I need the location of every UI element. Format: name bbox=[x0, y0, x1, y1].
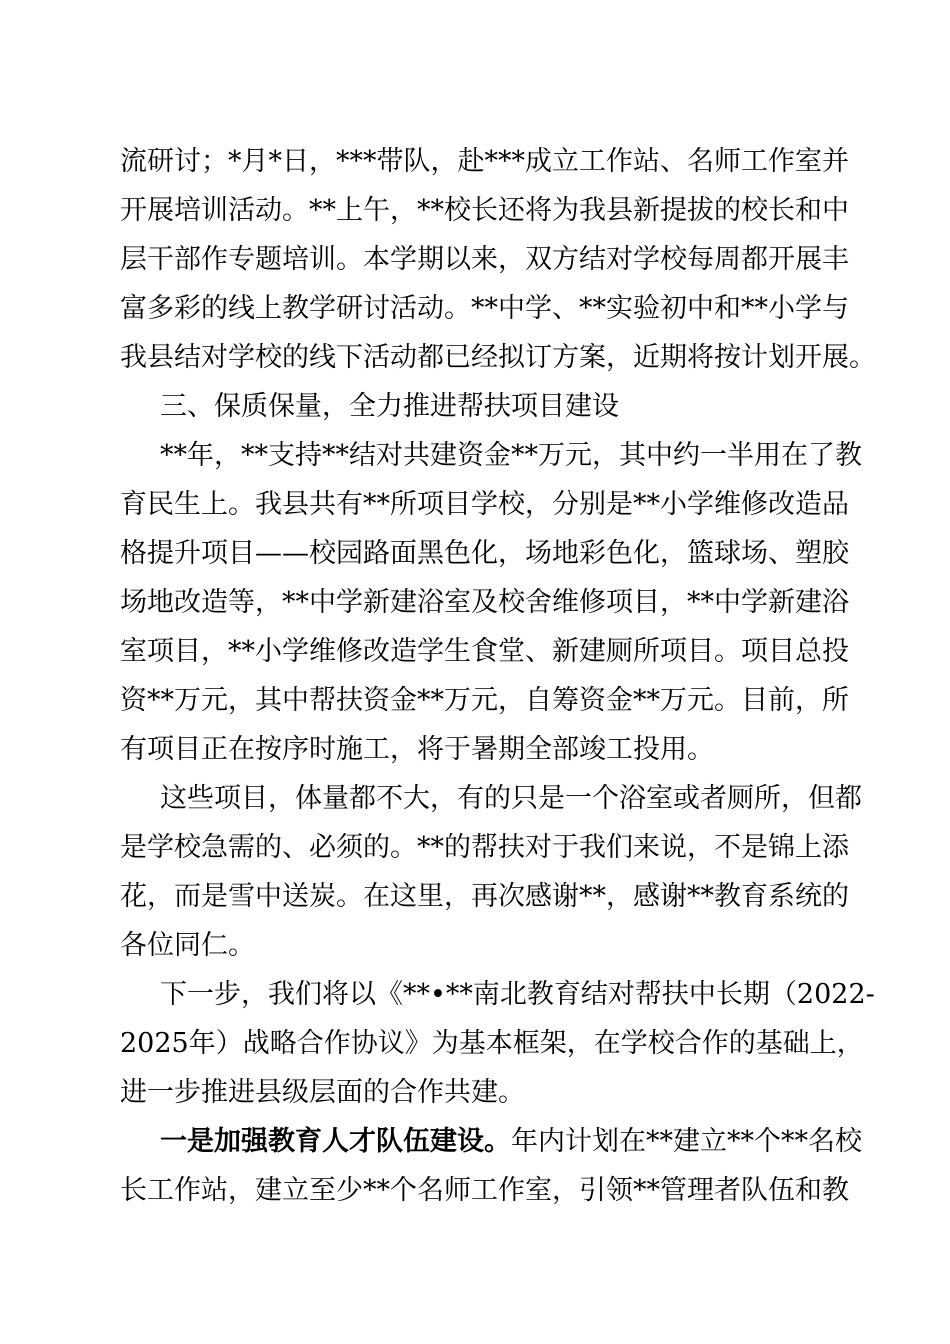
body-text-line: 室项目，**小学维修改造学生食堂、新建厕所项目。项目总投 bbox=[120, 636, 849, 667]
body-text-line: 花，而是雪中送炭。在这里，再次感谢**，感谢**教育系统的 bbox=[120, 881, 849, 912]
body-text-line: 下一步，我们将以《**•**南北教育结对帮扶中长期（2022- bbox=[160, 979, 875, 1010]
body-text-line: 富多彩的线上教学研讨活动。**中学、**实验初中和**小学与 bbox=[120, 293, 849, 324]
body-text-line: 层干部作专题培训。本学期以来，双方结对学校每周都开展丰 bbox=[120, 244, 849, 275]
body-text-line: 有项目正在按序时施工，将于暑期全部竣工投用。 bbox=[120, 734, 714, 765]
body-text-line: 育民生上。我县共有**所项目学校，分别是**小学维修改造品 bbox=[120, 489, 849, 520]
body-text-line: 长工作站，建立至少**个名师工作室，引领**管理者队伍和教 bbox=[120, 1175, 849, 1206]
body-text-line: **年，**支持**结对共建资金**万元，其中约一半用在了教 bbox=[160, 440, 862, 471]
body-text-line: 进一步推进县级层面的合作共建。 bbox=[120, 1077, 525, 1108]
bold-lead-text: 一是加强教育人才队伍建设。 bbox=[160, 1126, 511, 1157]
body-text-line: 是学校急需的、必须的。**的帮扶对于我们来说，不是锦上添 bbox=[120, 832, 849, 863]
body-text-line: 格提升项目——校园路面黑色化，场地彩色化，篮球场、塑胶 bbox=[120, 538, 849, 569]
section-heading: 三、保质保量，全力推进帮扶项目建设 bbox=[160, 391, 619, 422]
body-text-line: 我县结对学校的线下活动都已经拟订方案，近期将按计划开展。 bbox=[120, 342, 876, 373]
body-text-line: 流研讨；*月*日，***带队，赴***成立工作站、名师工作室并 bbox=[120, 146, 849, 177]
body-text-line: 场地改造等，**中学新建浴室及校舍维修项目，**中学新建浴 bbox=[120, 587, 849, 618]
body-text-line: 开展培训活动。**上午，**校长还将为我县新提拔的校长和中 bbox=[120, 195, 849, 226]
body-text-line: 2025年）战略合作协议》为基本框架，在学校合作的基础上， bbox=[120, 1028, 864, 1059]
body-text-line bbox=[160, 1120, 862, 1164]
body-text-line: 这些项目，体量都不大，有的只是一个浴室或者厕所，但都 bbox=[160, 783, 862, 814]
body-text-line: 各位同仁。 bbox=[120, 930, 255, 961]
body-text-line: 资**万元，其中帮扶资金**万元，自筹资金**万元。目前，所 bbox=[120, 685, 849, 716]
body-text-span: 年内计划在**建立**个**名校 bbox=[511, 1126, 862, 1157]
